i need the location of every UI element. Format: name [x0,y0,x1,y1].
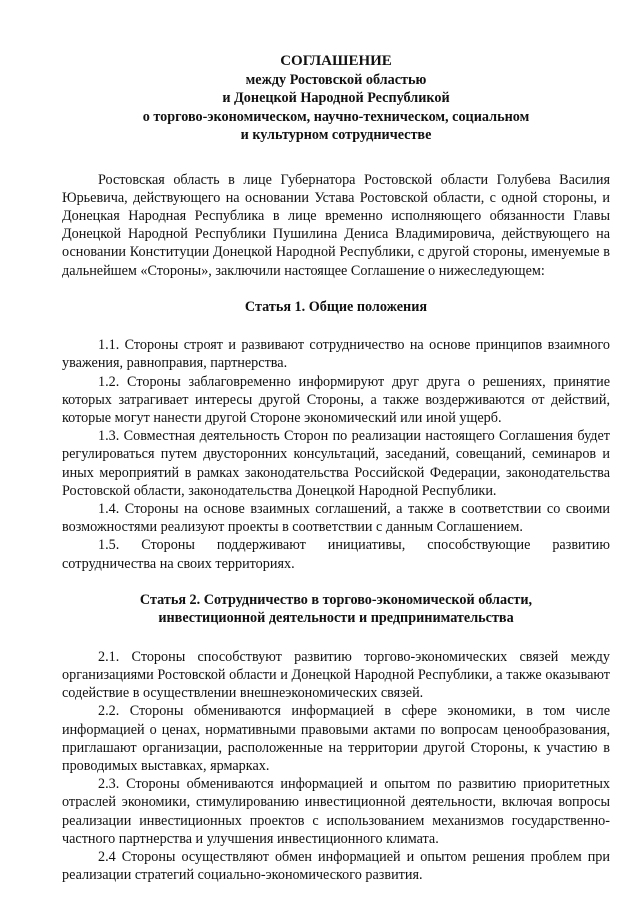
title-line: о торгово-экономическом, научно-техническом, социальном [142,108,530,125]
clause-2-2: 2.2. Стороны обмениваются информацией в сфере экономики, в том числе информацией о ценах, нормативными правовыми актами по вопросам ценообразования, приглашают организации, расположенные на территории другой Стороны, к участию в проводимых выставках, ярмарках. [62,703,610,775]
clause-1-5: 1.5. Стороны поддерживают инициативы, способствующие развитию сотрудничества на своих территориях. [62,537,610,572]
heading-line: инвестиционной деятельности и предпринимательства [158,610,514,627]
clause-1-3: 1.3. Совместная деятельность Сторон по реализации настоящего Соглашения будет регулироваться путем двусторонних консультаций, заседаний, совещаний, семинаров и иных мероприятий в рамках законодательства Российской Федерации, законодательства Ростовской области, законодательства Донецкой Народной Республики. [62,428,610,499]
document-page [62,52,610,885]
title-line: между Ростовской областью [245,71,427,88]
document-title [62,52,610,145]
title-line: и Донецкой Народной Республикой [222,90,450,106]
title-line: СОГЛАШЕНИЕ [280,53,392,69]
title-line: и культурном сотрудничестве [240,127,432,143]
clause-1-1: 1.1. Стороны строят и развивают сотрудничество на основе принципов взаимного уважения, равноправия, партнерства. [62,337,610,372]
article-2-heading [62,591,610,628]
clause-2-3: 2.3. Стороны обмениваются информацией и опытом по развитию приоритетных отраслей экономики, стимулированию инвестиционной деятельности, включая вопросы реализации инвестиционных проектов с использованием механизмов государственно-частного партнерства и улучшения инвестиционного климата. [62,776,610,847]
article-1-heading: Статья 1. Общие положения [244,298,428,315]
preamble-paragraph: Ростовская область в лице Губернатора Ростовской области Голубева Василия Юрьевича, действующего на основании Устава Ростовской области, с одной стороны, и Донецкая Народная Республика в лице временно исполняющего обязанности Главы Донецкой Народной Республики Пушилина Дениса Владимировича, действующего на основании Конституции Донецкой Народной Республики, с другой стороны, именуемые в дальнейшем «Стороны», заключили настоящее Соглашение о нижеследующем: [62,171,610,279]
heading-line: Статья 2. Сотрудничество в торгово-экономической области, [139,591,533,608]
clause-1-2: 1.2. Стороны заблаговременно информируют друг друга о решениях, принятие которых затрагивает интересы другой Стороны, а также воздерживаются от действий, которые могут нанести другой Стороне экономический или иной ущерб. [62,373,610,427]
clause-2-4: 2.4 Стороны осуществляют обмен информацией и опытом решения проблем при реализации стратегий социально-экономического развития. [62,849,610,884]
clause-2-1: 2.1. Стороны способствуют развитию торгово-экономических связей между организациями Ростовской области и Донецкой Народной Республики, а также оказывают содействие в осуществлении внешнеэкономических связей. [62,648,610,702]
clause-1-4: 1.4. Стороны на основе взаимных соглашений, а также в соответствии со своими возможностями реализуют проекты в соответствии с данным Соглашением. [62,501,610,536]
